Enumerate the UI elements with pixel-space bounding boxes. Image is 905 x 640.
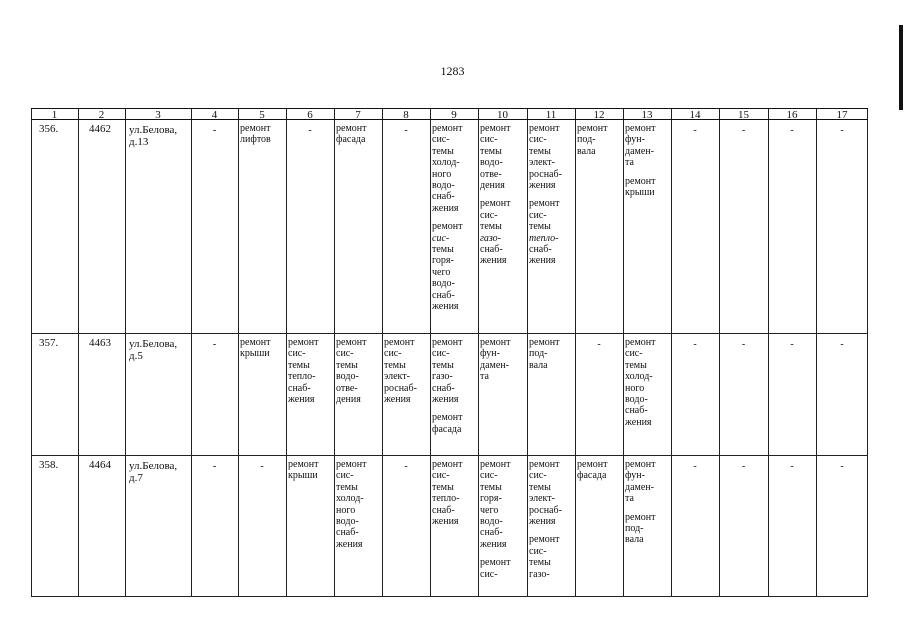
work-line: - (741, 461, 746, 472)
table-column-border (430, 108, 431, 597)
work-line: - (840, 339, 844, 350)
block-gap (529, 191, 562, 198)
work-line: та (480, 371, 489, 383)
work-line: ремонт (529, 534, 560, 546)
work-line: ремонт (432, 221, 463, 233)
work-line: ремонт (336, 337, 367, 348)
work-line: темы (336, 359, 358, 371)
work-line: ремонт (480, 557, 511, 569)
table-column-border (527, 108, 528, 597)
work-cell (816, 125, 868, 136)
work-cell (336, 459, 367, 550)
work-line: сис- (480, 568, 498, 580)
work-line: элект- (384, 371, 410, 383)
building-code: 4464 (89, 459, 111, 471)
work-cell (719, 339, 768, 350)
work-cell (575, 339, 623, 350)
work-line: фун- (625, 470, 645, 482)
row-number: 358. (39, 459, 59, 471)
work-line: роснаб- (529, 168, 562, 180)
work-cell (625, 459, 656, 546)
work-line: сис- (529, 209, 547, 221)
header-column-number: 3 (155, 109, 161, 121)
work-line: горя- (432, 255, 454, 267)
work-line: сис- (432, 232, 450, 244)
work-cell (768, 339, 816, 350)
work-line: ного (625, 382, 645, 394)
work-line: снаб- (480, 527, 503, 539)
work-line: отве- (336, 382, 358, 394)
row-number: 356. (39, 123, 59, 135)
work-line: сис- (529, 545, 547, 557)
work-line: - (790, 339, 794, 350)
work-line: снаб- (432, 504, 455, 516)
work-line: - (597, 339, 601, 350)
work-line: снаб- (288, 382, 311, 394)
block-gap (432, 214, 463, 221)
work-line: водо- (432, 180, 455, 192)
work-cell (288, 459, 319, 482)
work-line: темы (529, 145, 551, 157)
work-line: газо- (529, 568, 550, 580)
work-line: сис- (432, 348, 450, 360)
work-line: темы (480, 481, 502, 493)
work-line: сис- (336, 470, 354, 482)
table-column-border (31, 108, 32, 597)
work-line: сис- (432, 470, 450, 482)
work-line: жения (336, 538, 363, 550)
work-cell (336, 123, 367, 146)
building-address (129, 338, 177, 362)
work-cell (719, 461, 768, 472)
work-line: - (693, 125, 697, 136)
work-cell (577, 123, 608, 157)
work-line: лифтов (240, 134, 271, 146)
work-line: крыши (240, 348, 270, 360)
work-cell (816, 461, 868, 472)
work-cell (384, 337, 417, 405)
work-line: вала (577, 145, 596, 157)
work-line: темы (288, 359, 310, 371)
table-row-border (31, 455, 868, 456)
work-line: жения (432, 394, 459, 406)
table-column-border (238, 108, 239, 597)
work-line: жения (529, 516, 556, 528)
work-line: снаб- (432, 289, 455, 301)
repair-schedule-table (31, 108, 868, 597)
work-line: тепло- (432, 493, 460, 505)
work-line: жения (480, 255, 507, 267)
work-line: сис- (384, 348, 402, 360)
work-line: снаб- (529, 244, 552, 256)
work-cell (240, 337, 271, 360)
header-column-number: 11 (545, 109, 557, 121)
work-line: холод- (625, 371, 653, 383)
work-line: элект- (529, 157, 555, 169)
work-line: темы (625, 359, 647, 371)
work-line: ремонт (625, 511, 656, 523)
work-cell (432, 459, 463, 527)
work-cell (625, 337, 656, 428)
table-column-border (382, 108, 383, 597)
work-line: ремонт (625, 123, 656, 134)
work-line: жения (384, 394, 411, 406)
work-cell (382, 125, 430, 136)
work-line: ремонт (288, 337, 319, 348)
work-line: ремонт (480, 459, 511, 470)
header-column-number: 6 (307, 109, 313, 121)
work-line: ного (336, 504, 356, 516)
work-line: водо- (336, 516, 359, 528)
work-line: ремонт (529, 337, 560, 348)
work-line: ремонт (625, 459, 656, 470)
work-line: ремонт (336, 459, 367, 470)
work-line: темы (529, 221, 551, 233)
table-column-border (286, 108, 287, 597)
work-line: роснаб- (529, 504, 562, 516)
work-line: ремонт (384, 337, 415, 348)
work-line: сис- (336, 348, 354, 360)
header-column-number: 2 (98, 109, 105, 121)
header-column-number: 15 (738, 109, 749, 121)
work-line: фасада (577, 470, 607, 482)
work-line: фун- (625, 134, 645, 146)
work-line: - (308, 125, 312, 136)
work-line: дамен- (625, 481, 654, 493)
work-line: ремонт (529, 459, 560, 470)
block-gap (625, 169, 656, 176)
work-cell (238, 461, 286, 472)
table-column-border (78, 108, 79, 597)
work-line: - (790, 461, 794, 472)
work-line: газо- (432, 371, 453, 383)
work-line: - (741, 339, 746, 350)
work-cell (288, 337, 319, 405)
table-row-border (31, 333, 868, 334)
work-line: дамен- (625, 145, 654, 157)
work-line: ремонт (336, 123, 367, 134)
address-line: ул.Белова, (129, 124, 178, 136)
header-column-number: 12 (593, 109, 605, 121)
work-line: водо- (480, 516, 503, 528)
work-line: темы (432, 145, 454, 157)
work-line: дения (480, 180, 505, 192)
address-line: д.5 (129, 350, 143, 362)
header-column-number: 7 (355, 109, 361, 121)
table-column-border (191, 108, 192, 597)
work-line: роснаб- (384, 382, 417, 394)
address-line: ул.Белова, (129, 460, 178, 472)
scan-edge-mark (899, 25, 903, 110)
work-line: ремонт (240, 123, 271, 134)
work-line: горя- (480, 493, 502, 505)
work-line: водо- (432, 278, 455, 290)
work-line: отве- (480, 168, 502, 180)
table-row-border (31, 596, 868, 597)
header-column-number: 17 (836, 109, 848, 121)
block-gap (529, 527, 562, 534)
work-line: газо- (480, 232, 502, 244)
building-address (129, 124, 177, 148)
work-line: под- (625, 523, 644, 535)
header-column-number: 13 (641, 109, 653, 121)
work-cell (719, 125, 768, 136)
work-line: - (404, 461, 408, 472)
work-line: темы (384, 359, 406, 371)
table-column-border (478, 108, 479, 597)
page-number: 1283 (440, 64, 465, 78)
work-line: сис- (288, 348, 306, 360)
work-line: элект- (529, 493, 555, 505)
work-line: сис- (480, 134, 498, 146)
row-number: 357. (39, 337, 59, 349)
work-line: ремонт (288, 459, 319, 470)
work-cell (768, 125, 816, 136)
building-code: 4463 (89, 337, 111, 349)
work-cell (529, 337, 560, 371)
work-line: вала (625, 534, 644, 546)
work-cell (577, 459, 608, 482)
address-line: д.7 (129, 472, 143, 484)
work-cell (432, 123, 463, 313)
work-line: - (212, 125, 217, 136)
header-column-number: 4 (211, 109, 218, 121)
work-cell (671, 339, 719, 350)
work-cell (240, 123, 271, 146)
work-line: - (741, 125, 746, 136)
work-cell (480, 459, 511, 580)
work-line: тепло- (529, 232, 559, 244)
work-line: темы (432, 244, 454, 256)
header-column-number: 8 (403, 109, 409, 121)
work-line: дамен- (480, 359, 509, 371)
work-line: под- (529, 348, 548, 360)
work-line: ремонт (240, 337, 271, 348)
work-line: чего (432, 266, 451, 278)
work-line: ремонт (577, 123, 608, 134)
work-line: жения (432, 516, 459, 528)
work-cell (432, 337, 463, 435)
work-line: снаб- (432, 191, 455, 203)
work-cell (286, 125, 334, 136)
header-column-number: 1 (51, 109, 58, 121)
work-line: жения (432, 301, 459, 313)
header-column-number: 5 (259, 109, 265, 121)
work-line: ремонт (625, 337, 656, 348)
work-line: - (212, 339, 217, 350)
table-column-border (575, 108, 576, 597)
work-cell (529, 123, 562, 267)
work-line: ремонт (432, 123, 463, 134)
work-line: холод- (432, 157, 460, 169)
work-line: дения (336, 394, 361, 406)
work-line: ремонт (432, 459, 463, 470)
work-cell (816, 339, 868, 350)
work-line: тепло- (288, 371, 316, 383)
work-line: ремонт (432, 412, 463, 424)
work-line: фун- (480, 348, 500, 360)
work-line: - (840, 125, 844, 136)
address-line: ул.Белова, (129, 338, 178, 350)
work-line: - (693, 461, 697, 472)
header-column-number: 14 (689, 109, 701, 121)
work-line: вала (529, 359, 548, 371)
work-line: водо- (336, 371, 359, 383)
building-code: 4462 (89, 123, 111, 135)
work-line: - (212, 461, 217, 472)
header-column-number: 10 (497, 109, 508, 121)
work-cell (336, 337, 367, 405)
work-cell (480, 123, 511, 267)
work-line: - (790, 125, 794, 136)
work-line: чего (480, 504, 499, 516)
work-line: темы (480, 145, 502, 157)
work-line: крыши (288, 470, 318, 482)
building-address (129, 460, 177, 484)
work-line: темы (432, 481, 454, 493)
work-line: сис- (625, 348, 643, 360)
work-line: темы (529, 481, 551, 493)
table-column-border (719, 108, 720, 597)
work-line: жения (432, 202, 459, 214)
work-line: темы (529, 557, 551, 569)
work-line: жения (288, 394, 315, 406)
work-line: сис- (432, 134, 450, 146)
block-gap (480, 191, 511, 198)
work-line: - (693, 339, 697, 350)
work-line: ремонт (529, 123, 560, 134)
work-cell (625, 123, 656, 198)
block-gap (480, 550, 511, 557)
table-column-border (623, 108, 624, 597)
work-cell (480, 337, 511, 383)
work-line: сис- (480, 470, 498, 482)
work-line: под- (577, 134, 596, 146)
work-line: ремонт (625, 175, 656, 187)
work-cell (671, 461, 719, 472)
work-cell (529, 459, 562, 580)
work-cell (671, 125, 719, 136)
work-cell (382, 461, 430, 472)
block-gap (432, 405, 463, 412)
work-line: сис- (480, 209, 498, 221)
work-line: снаб- (336, 527, 359, 539)
work-line: - (840, 461, 844, 472)
work-line: сис- (529, 134, 547, 146)
work-line: жения (529, 255, 556, 267)
table-column-border (671, 108, 672, 597)
work-line: та (625, 157, 634, 169)
work-line: ремонт (480, 198, 511, 210)
work-cell (768, 461, 816, 472)
header-column-number: 16 (786, 109, 798, 121)
work-line: ремонт (529, 198, 560, 210)
table-column-border (334, 108, 335, 597)
table-column-border (816, 108, 817, 597)
table-column-border (768, 108, 769, 597)
work-line: - (260, 461, 264, 472)
work-line: жения (625, 416, 652, 428)
work-line: ремонт (480, 123, 511, 134)
block-gap (625, 505, 656, 512)
header-column-number: 9 (451, 109, 457, 121)
work-line: фасада (336, 134, 366, 146)
work-line: ремонт (480, 337, 511, 348)
table-column-border (125, 108, 126, 597)
work-line: снаб- (480, 244, 503, 256)
work-line: темы (336, 481, 358, 493)
work-line: ного (432, 168, 452, 180)
work-line: водо- (480, 157, 503, 169)
work-line: ремонт (577, 459, 608, 470)
address-line: д.13 (129, 136, 149, 148)
table-column-border (867, 108, 868, 597)
work-line: крыши (625, 187, 655, 199)
work-cell (191, 339, 238, 350)
work-line: - (404, 125, 408, 136)
work-line: фасада (432, 423, 462, 435)
work-line: ремонт (432, 337, 463, 348)
work-line: водо- (625, 394, 648, 406)
work-cell (191, 125, 238, 136)
work-line: темы (480, 221, 502, 233)
work-line: жения (529, 180, 556, 192)
work-line: жения (480, 538, 507, 550)
work-line: та (625, 493, 634, 505)
work-line: холод- (336, 493, 364, 505)
work-line: снаб- (625, 405, 648, 417)
work-cell (191, 461, 238, 472)
work-line: сис- (529, 470, 547, 482)
work-line: снаб- (432, 382, 455, 394)
work-line: темы (432, 359, 454, 371)
